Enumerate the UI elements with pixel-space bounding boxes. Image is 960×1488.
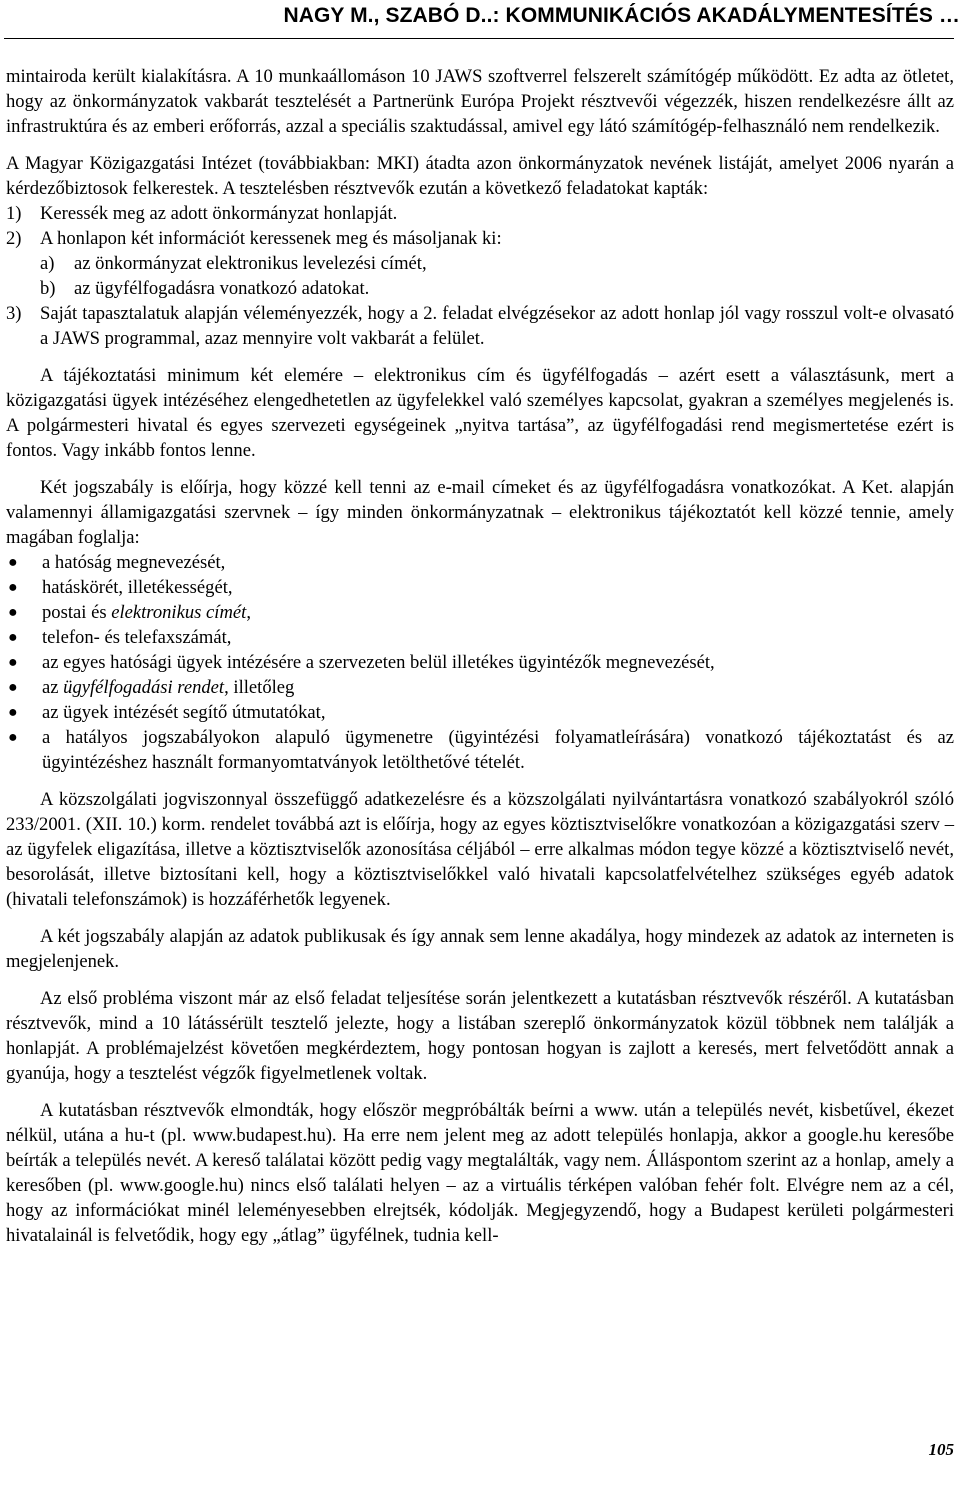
task-list-continued — [6, 301, 954, 351]
subtask-item — [6, 276, 954, 301]
bullet-item — [6, 650, 954, 675]
subtask-text: az ügyfélfogadásra vonatkozó adatokat. — [74, 278, 370, 299]
bullet-item — [6, 600, 954, 625]
bullet-text: telefon- és telefaxszámát, — [42, 627, 232, 648]
subtask-item — [6, 251, 954, 276]
task-item — [6, 301, 954, 351]
bullet-item — [6, 725, 954, 775]
bullet-icon: ● — [8, 554, 18, 571]
task-list — [6, 201, 954, 251]
task-text: A honlapon két információt keressenek meg és másoljanak ki: — [40, 228, 502, 249]
bullet-icon: ● — [8, 704, 18, 721]
header-rule — [4, 38, 954, 39]
task-text: Keressék meg az adott önkormányzat honlapját. — [40, 203, 398, 224]
bullet-icon: ● — [8, 679, 18, 696]
bullet-text: az ügyfélfogadási rendet, illetőleg — [42, 677, 295, 698]
bullet-item — [6, 575, 954, 600]
paragraph-intro: mintairoda került kialakításra. A 10 munkaállomáson 10 JAWS szoftverrel felszerelt számítógép működött. Ez adta az ötletet, hogy az önkormányzatok vakbarát tesztelését a Partnerünk Európa Projekt résztvevői végezzék, hiszen rendelkezésre állt az infrastruktúra és az emberi erőforrás, azzal a speciális szaktudással, amivel egy látó számítógép-felhasználó nem rendelkezik. — [6, 66, 954, 137]
bullet-item — [6, 550, 954, 575]
bullet-text: a hatóság megnevezését, — [42, 552, 226, 573]
bullet-text: az ügyek intézését segítő útmutatókat, — [42, 702, 326, 723]
task-number: 1) — [6, 203, 22, 224]
bullet-icon: ● — [8, 629, 18, 646]
bullet-item — [6, 675, 954, 700]
paragraph-decree: A közszolgálati jogviszonnyal összefüggő adatkezelésre és a közszolgálati nyilvántartásra vonatkozó szabályokról szóló 233/2001. (XII. 10.) korm. rendelet továbbá azt is előírja, hogy az egyes köztisztviselőkre vonatkozóan a közigazgatási szerv – az ügyfelek eligazítása, illetve a köztisztviselők azonosítása céljából – erre alkalmas módon tegye közzé a köztisztviselő nevét, besorolását, illetve biztosítani kell, hogy a köztisztviselőkkel való hivatali kapcsolatfelvételhez szükséges egyéb adatok (hivatali telefonszámok) is hozzáférhetők legyenek. — [6, 789, 954, 910]
bullet-icon: ● — [8, 729, 18, 746]
body-text — [6, 64, 954, 1248]
paragraph-minimum: A tájékoztatási minimum két elemére – elektronikus cím és ügyfélfogadás – azért esett a választásunk, mert a közigazgatási ügyek intézéséhez elengedhetetlen az ügyfelekkel való személyes kapcsolat, gyakran a személyes megjelenés is. A polgármesteri hivatal és egyes szervezeti egységeinek „nyitva tartása”, az ügyfélfogadási rend megismertetése ezért is fontos. Vagy inkább fontos lenne. — [6, 365, 954, 461]
bullet-text: az egyes hatósági ügyek intézésére a szervezeten belül illetékes ügyintézők megnevezését, — [42, 652, 715, 673]
paragraph-law: Két jogszabály is előírja, hogy közzé kell tenni az e-mail címeket és az ügyfélfogadásra vonatkozókat. A Ket. alapján valamennyi államigazgatási szervnek – így minden önkormányzatnak – elektronikus tájékoztatót kell közzé tennie, amely magában foglalja: — [6, 477, 954, 548]
bullet-icon: ● — [8, 579, 18, 596]
subtask-letter: a) — [40, 253, 55, 274]
task-number: 2) — [6, 228, 22, 249]
bullet-text: a hatályos jogszabályokon alapuló ügymenetre (ügyintézési folyamatleírására) vonatkozó tájékoztatást és az ügyintézéshez használt formanyomtatványok letölthetővé tételét. — [42, 727, 954, 773]
bullet-item — [6, 700, 954, 725]
task-item — [6, 201, 954, 226]
page-number: 105 — [928, 1440, 954, 1459]
task-number: 3) — [6, 303, 22, 324]
subtask-text: az önkormányzat elektronikus levelezési címét, — [74, 253, 427, 274]
bullet-icon: ● — [8, 604, 18, 621]
bullet-text: postai és elektronikus címét, — [42, 602, 251, 623]
paragraph-problem: Az első probléma viszont már az első feladat teljesítése során jelentkezett a kutatásban résztvevők részéről. A kutatásban résztvevők, mind a 10 látássérült tesztelő jelezte, hogy a listában szereplő önkormányzatok közül többnek nem találják a honlapját. A problémajelzést követően megkérdeztem, hogy pontosan hogyan is zajlott a keresés, mert felvetődött annak a gyanúja, hogy a tesztelést végzők figyelmetlenek voltak. — [6, 988, 954, 1084]
task-item — [6, 226, 954, 251]
bullet-item — [6, 625, 954, 650]
paragraph-search: A kutatásban résztvevők elmondták, hogy először megpróbálták beírni a www. után a település nevét, kisbetűvel, ékezet nélkül, utána a hu-t (pl. www.budapest.hu). Ha erre nem jelent meg az adott település honlapja, akkor a google.hu keresőbe beírták a település nevét. A kereső találatai között pedig vagy megtalálták, vagy nem. Álláspontom szerint az a honlap, amely a keresőben (pl. www.google.hu) nincs első találati helyen – az a virtuális térképen valóban fehér folt. Elvégre nem az a cél, hogy az információkat minél leleményesebben elrejtsék, kódolják. Megjegyzendő, hogy a Budapest kerületi polgármesteri hivatalainál is felvetődik, hogy egy „átlag” ügyfélnek, tudnia kell- — [6, 1100, 954, 1246]
paragraph-mki: A Magyar Közigazgatási Intézet (továbbiakban: MKI) átadta azon önkormányzatok nevének listáját, amelyet 2006 nyarán a kérdezőbiztosok felkerestek. A tesztelésben résztvevők ezután a következő feladatokat kapták: — [6, 153, 954, 199]
bullet-icon: ● — [8, 654, 18, 671]
paragraph-public: A két jogszabály alapján az adatok publikusak és így annak sem lenne akadálya, hogy mindezek az adatok az interneten is megjelenjenek. — [6, 926, 954, 972]
bullet-list — [6, 550, 954, 775]
subtask-letter: b) — [40, 278, 56, 299]
task-text: Saját tapasztalatuk alapján véleményezzék, hogy a 2. feladat elvégzésekor az adott honlap jól vagy rosszul volt-e olvasató a JAWS programmal, azaz mennyire volt vakbarát a felület. — [40, 303, 954, 349]
bullet-text: hatáskörét, illetékességét, — [42, 577, 233, 598]
running-header: NAGY M., SZABÓ D..: KOMMUNIKÁCIÓS AKADÁLYMENTESÍTÉS … — [283, 4, 960, 27]
subtask-list — [6, 251, 954, 301]
